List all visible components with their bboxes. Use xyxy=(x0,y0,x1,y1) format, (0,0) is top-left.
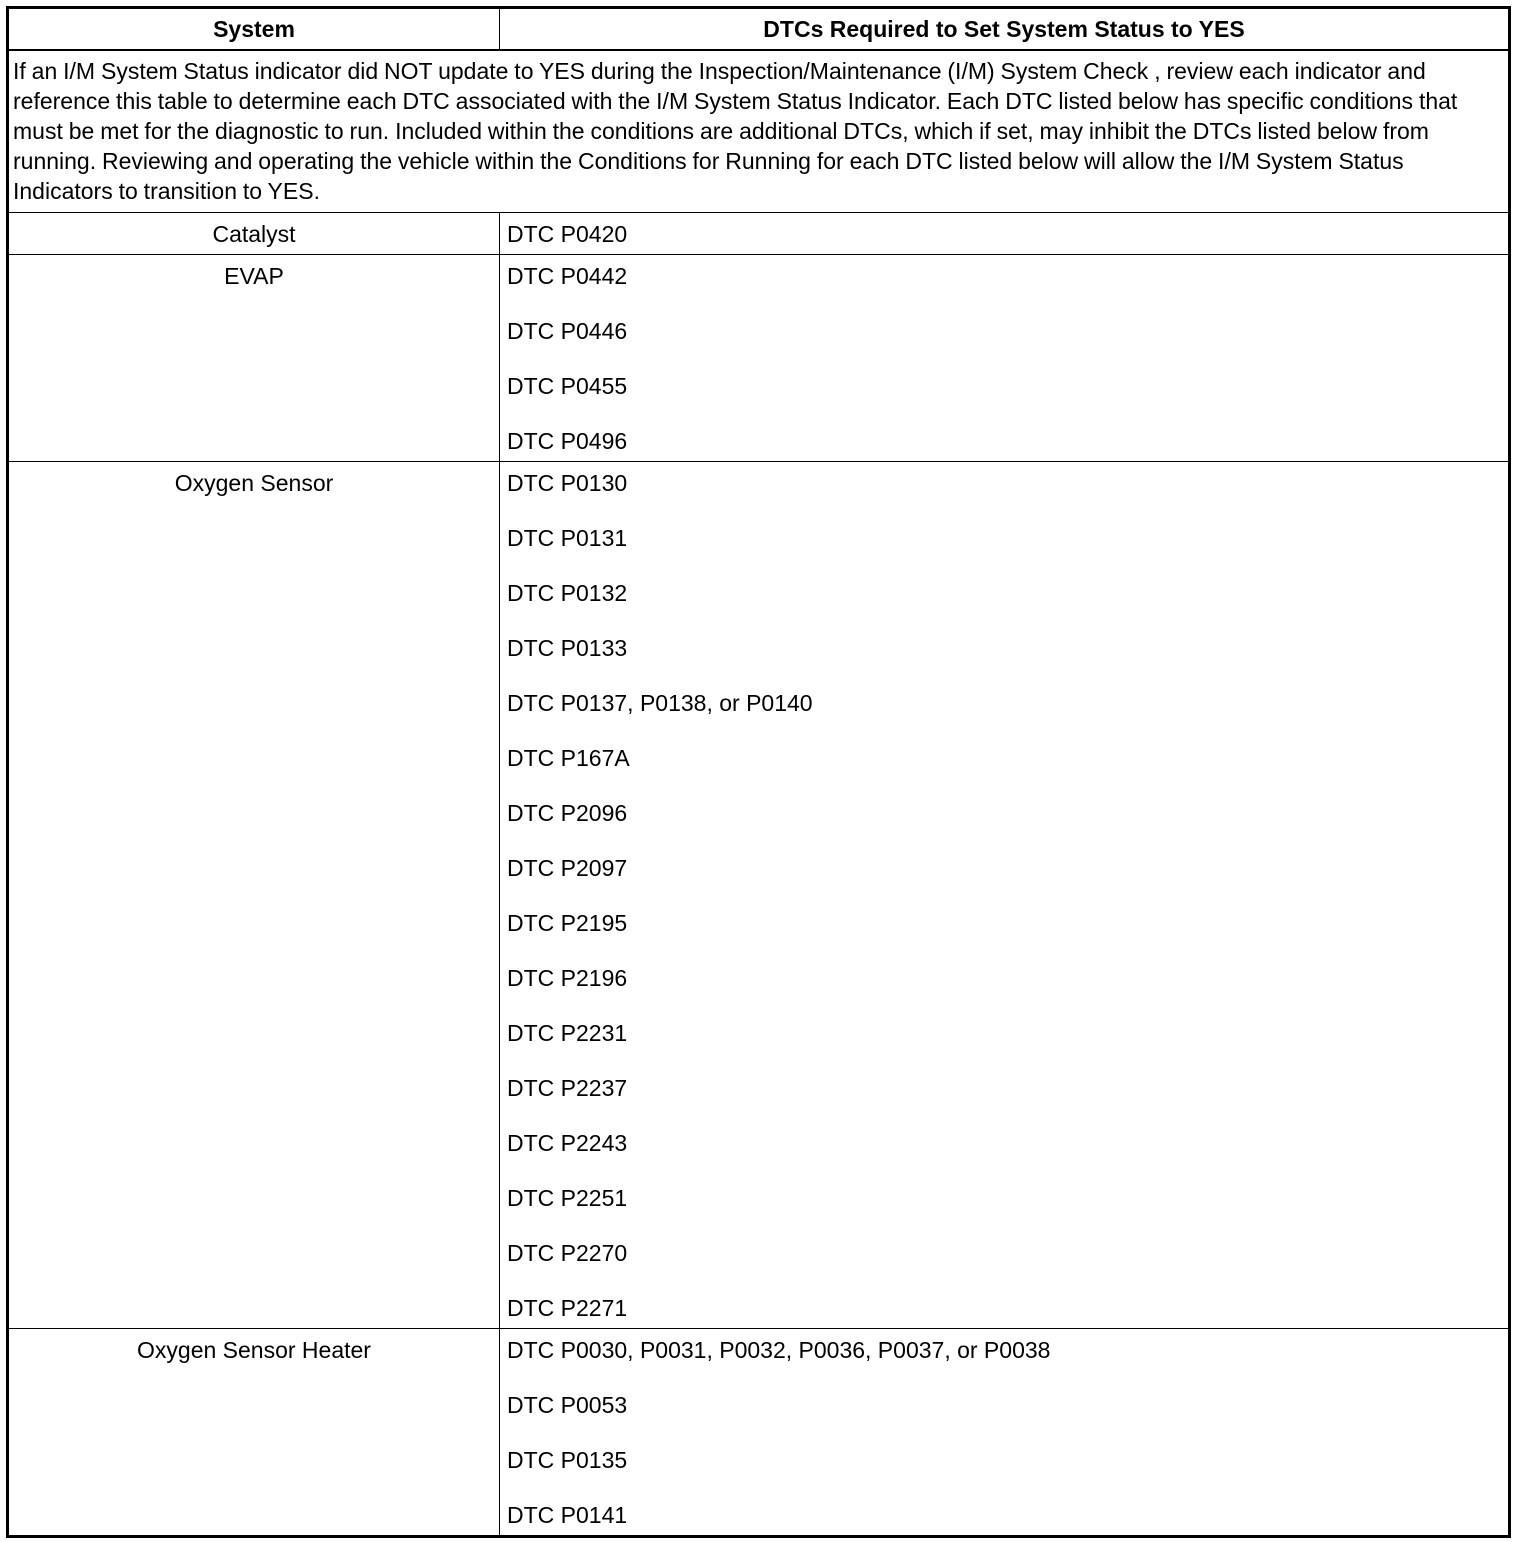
table-row-oxygen-sensor-heater xyxy=(8,1329,1510,1537)
header-dtcs: DTCs Required to Set System Status to YES xyxy=(500,8,1510,51)
dtc-item: DTC P0141 xyxy=(507,1502,628,1528)
dtc-item: DTC P0130 xyxy=(507,470,628,496)
dtc-item: DTC P0446 xyxy=(507,318,628,344)
system-name: Oxygen Sensor xyxy=(8,462,500,1329)
intro-row xyxy=(8,50,1510,213)
dtc-system-status-table xyxy=(6,6,1511,1538)
dtc-item: DTC P2096 xyxy=(507,800,628,826)
dtc-item: DTC P0137, P0138, or P0140 xyxy=(507,690,813,716)
dtc-item: DTC P2237 xyxy=(507,1075,628,1101)
dtc-item: DTC P0135 xyxy=(507,1447,628,1473)
dtc-item: DTC P0030, P0031, P0032, P0036, P0037, or P0038 xyxy=(507,1337,1051,1363)
dtc-list xyxy=(500,213,1510,255)
dtc-item: DTC P2231 xyxy=(507,1020,628,1046)
system-name: EVAP xyxy=(8,255,500,462)
header-system: System xyxy=(8,8,500,51)
dtc-item: DTC P0131 xyxy=(507,525,628,551)
dtc-item: DTC P0133 xyxy=(507,635,628,661)
dtc-item: DTC P2196 xyxy=(507,965,628,991)
dtc-item: DTC P0455 xyxy=(507,373,628,399)
dtc-item: DTC P2097 xyxy=(507,855,628,881)
table-row-catalyst xyxy=(8,213,1510,255)
intro-paragraph: If an I/M System Status indicator did NOT update to YES during the Inspection/Maintenance (I/M) System Check , review each indicator and reference this table to determine each DTC associated with the I/M System Status Indicator. Each DTC listed below has specific conditions that must be met for the diagnostic to run. Included within the conditions are additional DTCs, which if set, may inhibit the DTCs listed below from running. Reviewing and operating the vehicle within the Conditions for Running for each DTC listed below will allow the I/M System Status Indicators to transition to YES. xyxy=(8,50,1510,213)
dtc-item: DTC P0442 xyxy=(507,263,628,289)
table-row-evap xyxy=(8,255,1510,462)
dtc-list xyxy=(500,255,1510,462)
dtc-item: DTC P2270 xyxy=(507,1240,628,1266)
dtc-list xyxy=(500,1329,1510,1537)
system-name: Catalyst xyxy=(8,213,500,255)
dtc-item: DTC P2243 xyxy=(507,1130,628,1156)
dtc-item: DTC P0132 xyxy=(507,580,628,606)
dtc-item: DTC P2271 xyxy=(507,1295,628,1321)
table-row-oxygen-sensor xyxy=(8,462,1510,1329)
dtc-item: DTC P0053 xyxy=(507,1392,628,1418)
header-row xyxy=(8,8,1510,51)
dtc-item: DTC P0420 xyxy=(507,221,628,247)
dtc-list xyxy=(500,462,1510,1329)
dtc-item: DTC P0496 xyxy=(507,428,628,454)
dtc-item: DTC P167A xyxy=(507,745,630,771)
dtc-item: DTC P2195 xyxy=(507,910,628,936)
dtc-item: DTC P2251 xyxy=(507,1185,628,1211)
system-name: Oxygen Sensor Heater xyxy=(8,1329,500,1537)
